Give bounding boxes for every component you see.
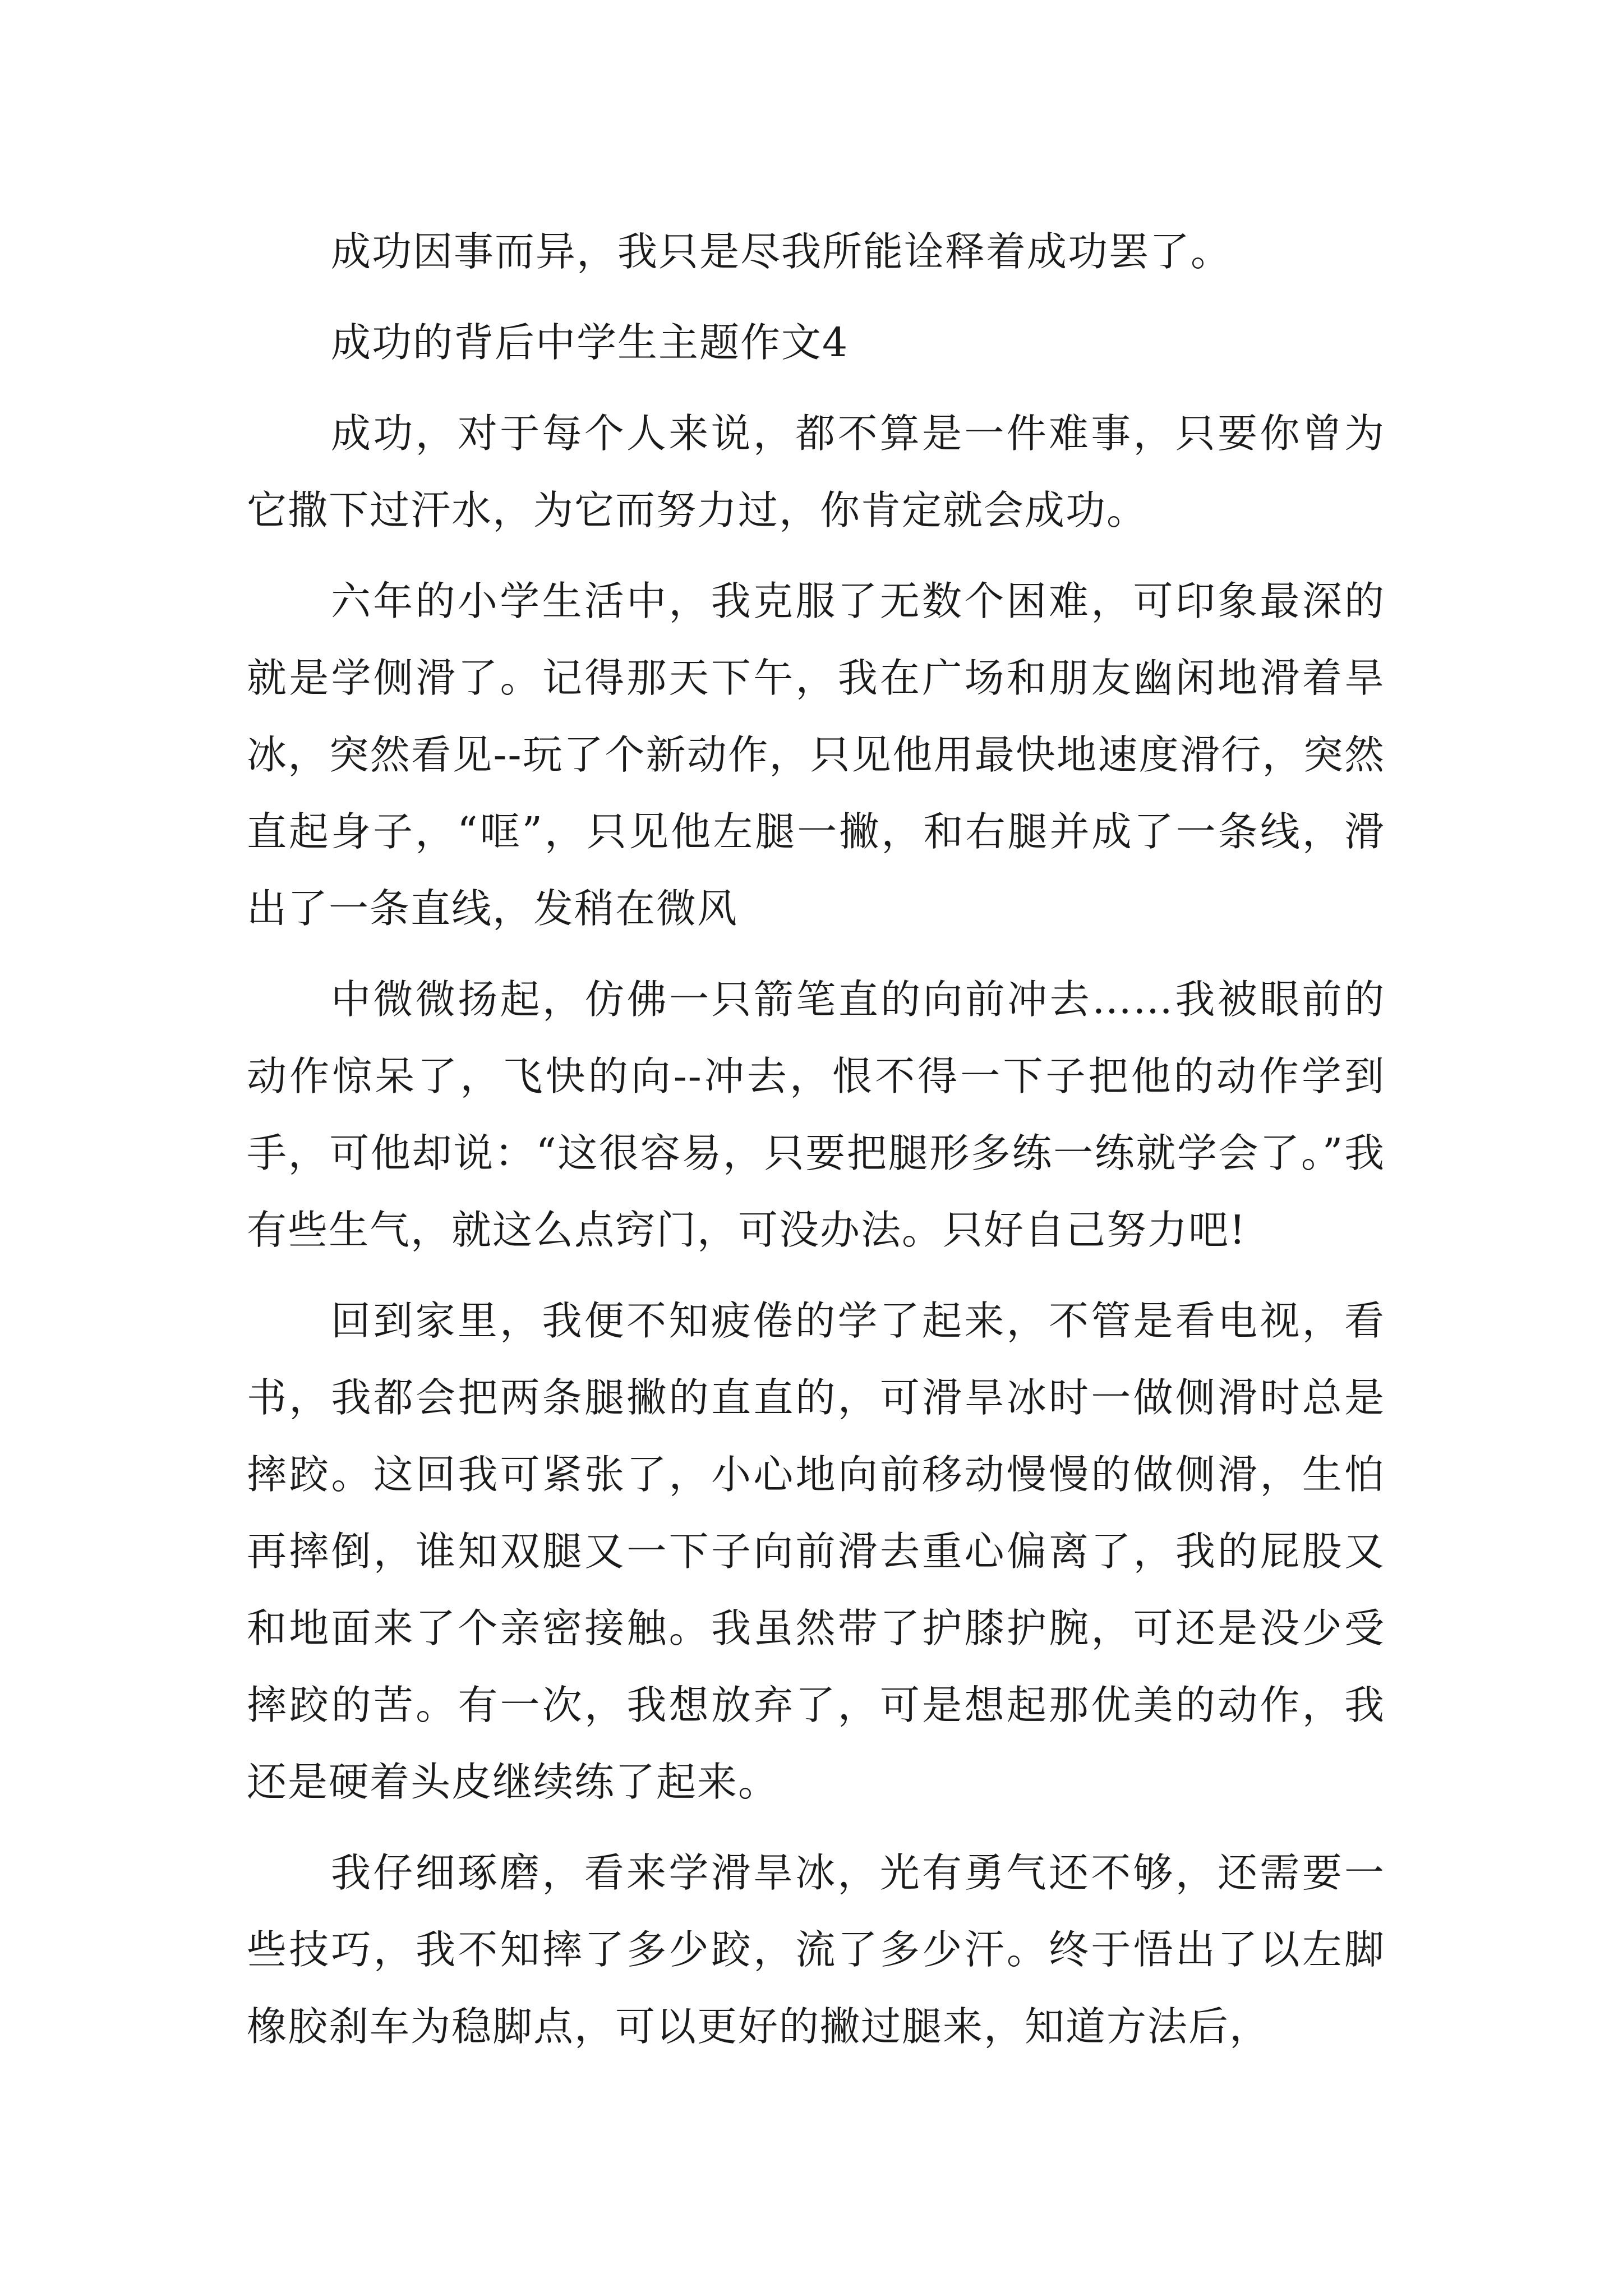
- paragraph-technique: 我仔细琢磨，看来学滑旱冰，光有勇气还不够，还需要一些技巧，我不知摔了多少跤，流了多少汗。终于悟出了以左脚橡胶刹车为稳脚点，可以更好的撇过腿来，知道方法后，: [247, 1849, 1385, 2050]
- document-body: [247, 213, 1385, 2079]
- paragraph-amazed: 中微微扬起，仿佛一只箭笔直的向前冲去……我被眼前的动作惊呆了，飞快的向--冲去，恨不得一下子把他的动作学到手，可他却说：“这很容易，只要把腿形多练一练就学会了。”我有些生气，就这么点窍门，可没办法。只好自己努力吧!: [247, 976, 1385, 1253]
- paragraph-practice: 回到家里，我便不知疲倦的学了起来，不管是看电视，看书，我都会把两条腿撇的直直的，可滑旱冰时一做侧滑时总是摔跤。这回我可紧张了，小心地向前移动慢慢的做侧滑，生怕再摔倒，谁知双腿又一下子向前滑去重心偏离了，我的屁股又和地面来了个亲密接触。我虽然带了护膝护腕，可还是没少受摔跤的苦。有一次，我想放弃了，可是想起那优美的动作，我还是硬着头皮继续练了起来。: [247, 1297, 1385, 1805]
- paragraph-memory: 六年的小学生活中，我克服了无数个困难，可印象最深的就是学侧滑了。记得那天下午，我在广场和朋友幽闲地滑着旱冰，突然看见--玩了个新动作，只见他用最快地速度滑行，突然直起身子，“哐”，只见他左腿一撇，和右腿并成了一条线，滑出了一条直线，发稍在微风: [247, 578, 1385, 932]
- paragraph-intro: 成功，对于每个人来说，都不算是一件难事，只要你曾为它撒下过汗水，为它而努力过，你肯定就会成功。: [247, 410, 1385, 533]
- essay-title: 成功的背后中学生主题作文4: [331, 319, 849, 366]
- paragraph-conclusion: 成功因事而异，我只是尽我所能诠释着成功罢了。: [331, 228, 1232, 275]
